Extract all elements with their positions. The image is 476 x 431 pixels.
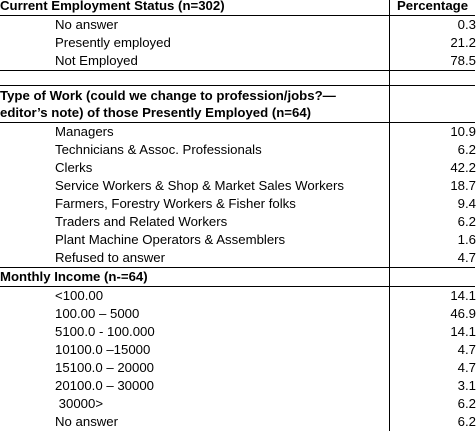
row-value: 4.7: [390, 341, 476, 359]
table-row: [0, 359, 475, 377]
row-value: 6.2: [390, 413, 476, 431]
table-row: [0, 323, 475, 341]
table-row: [0, 395, 475, 413]
row-value: 78.5: [390, 52, 476, 71]
table-row: [0, 16, 475, 35]
employment-header-row: [0, 0, 475, 16]
row-value: 6.2: [390, 395, 476, 413]
row-value: 4.7: [390, 359, 476, 377]
table-row: [0, 377, 475, 395]
row-value: 6.2: [390, 141, 476, 159]
row-label: Managers: [0, 123, 390, 142]
work-header-row: [0, 86, 475, 123]
row-label: Clerks: [55, 160, 93, 175]
table-row: [0, 159, 475, 177]
row-label: 20100.0 – 30000: [55, 378, 155, 393]
income-header-row: [0, 268, 475, 287]
table-row: [0, 305, 475, 323]
row-label: 15100.0 – 20000: [55, 360, 155, 375]
row-value: 4.7: [390, 249, 476, 268]
row-value: 3.1: [390, 377, 476, 395]
table-row: [0, 213, 475, 231]
row-value: 9.4: [390, 195, 476, 213]
row-value: 21.2: [390, 34, 476, 52]
row-label: Service Workers & Shop & Market Sales Workers: [55, 178, 344, 193]
table-row: [0, 141, 475, 159]
table-row: [0, 177, 475, 195]
table-row: [0, 52, 475, 71]
row-value: 10.9: [390, 123, 476, 142]
row-value: 1.6: [390, 231, 476, 249]
row-label: <100.00: [0, 287, 390, 306]
row-label: 10100.0 –15000: [55, 342, 151, 357]
row-label: 5100.0 - 100.000: [55, 324, 155, 339]
work-section-title: Type of Work (could we change to profession/jobs?—editor’s note) of those Presently Employed (n=64): [0, 86, 390, 123]
row-label: Refused to answer: [55, 250, 165, 265]
row-value: 42.2: [390, 159, 476, 177]
row-value: 18.7: [390, 177, 476, 195]
table-row: [0, 123, 475, 142]
row-label: Not Employed: [55, 53, 138, 68]
percentage-column-header: Percentage: [390, 0, 476, 16]
row-value: 0.3: [390, 16, 476, 35]
table-row: [0, 34, 475, 52]
row-value: 46.9: [390, 305, 476, 323]
row-value: 14.1: [390, 287, 476, 306]
table-row: [0, 287, 475, 306]
row-label: 100.00 – 5000: [55, 306, 140, 321]
income-section-title: Monthly Income (n-=64): [0, 268, 390, 287]
row-value: 6.2: [390, 213, 476, 231]
row-label: Plant Machine Operators & Assemblers: [55, 232, 286, 247]
table-row: [0, 231, 475, 249]
row-label: 30000>: [55, 396, 104, 411]
table-row: [0, 249, 475, 268]
row-label: No answer: [55, 414, 119, 429]
row-label: Traders and Related Workers: [55, 214, 228, 229]
row-label: Farmers, Forestry Workers & Fisher folks: [55, 196, 296, 211]
row-label: Technicians & Assoc. Professionals: [55, 142, 262, 157]
employment-section-title: Current Employment Status (n=302): [0, 0, 225, 13]
table-row: [0, 413, 475, 431]
table-row: [0, 341, 475, 359]
row-label: No answer: [0, 16, 390, 35]
table-row: [0, 195, 475, 213]
row-label: Presently employed: [55, 35, 171, 50]
spacer-row: [0, 71, 475, 86]
row-value: 14.1: [390, 323, 476, 341]
